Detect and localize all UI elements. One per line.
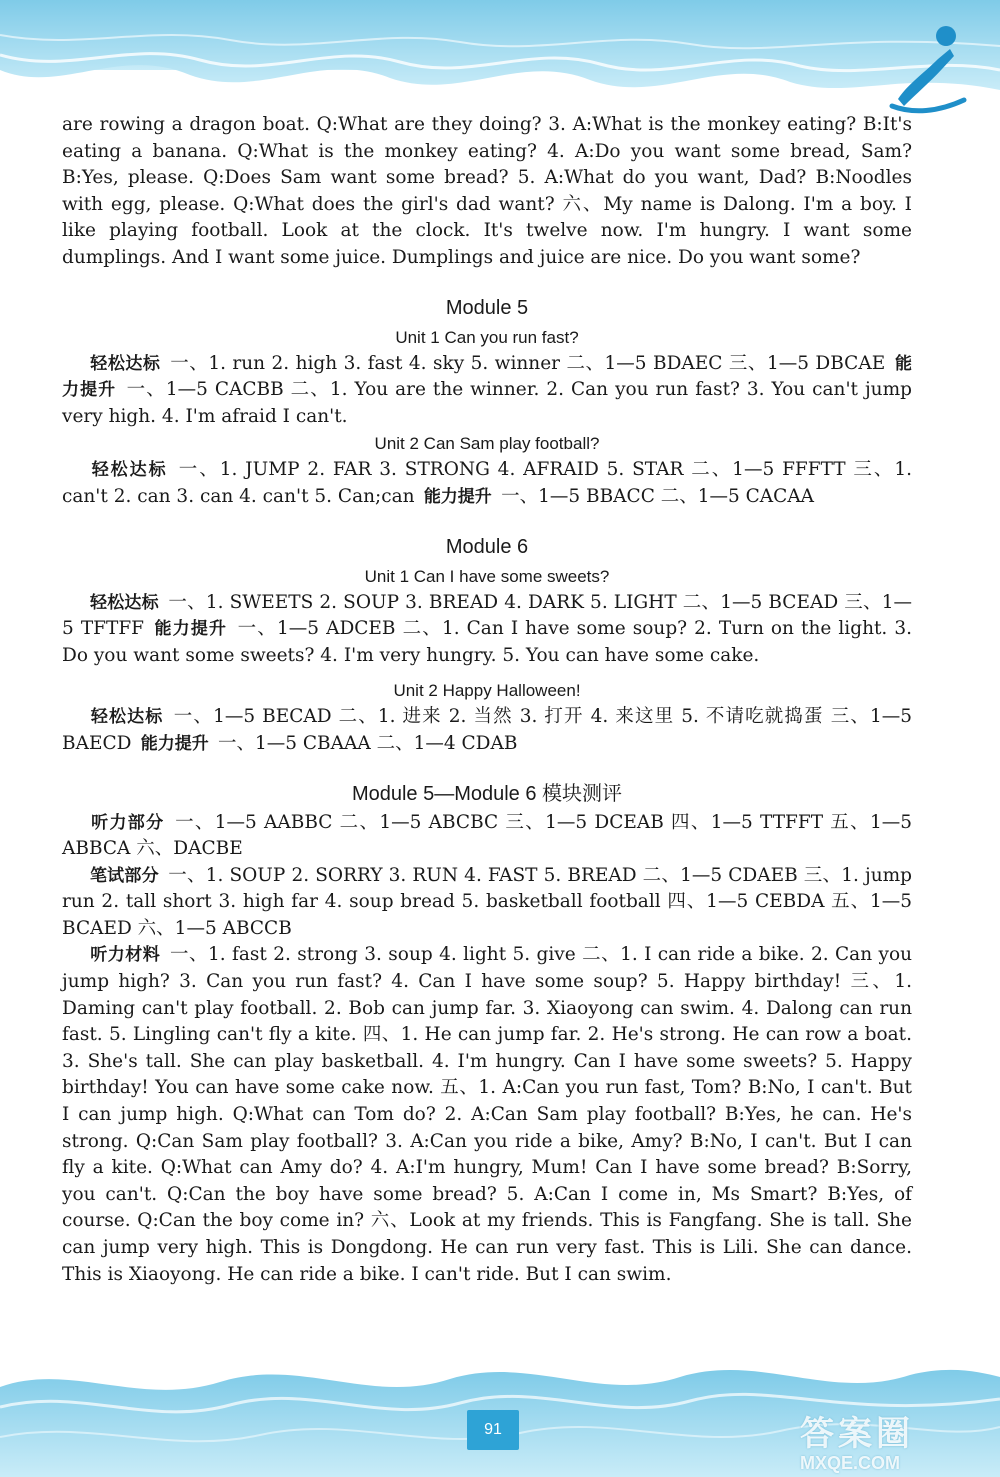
logo-icon (888, 14, 968, 114)
test-listening-script (62, 942, 912, 1288)
label-script: 听力材料 (89, 945, 161, 966)
answers-ability: 一、1—5 CBAAA 二、1—4 CDAB (217, 732, 518, 754)
module5-unit2-title: Unit 2 Can Sam play football? (374, 434, 600, 454)
label-easy: 轻松达标 (89, 353, 161, 374)
answer-content (62, 112, 912, 1288)
module-test-title: Module 5—Module 6 模块测评 (351, 782, 623, 805)
answers-easy: 一、1. run 2. high 3. fast 4. sky 5. winner 二、1—5 BDAEC 三、1—5 DBCAE (169, 352, 886, 374)
answers-ability: 一、1—5 ADCEB 二、1. Can I have some soup? 2. Turn on the light. 3. Do you want some sweets? 4. I'm very hungry. 5. You can have some cake. (62, 618, 913, 666)
test-listening-answers (62, 810, 912, 863)
label-easy: 轻松达标 (89, 707, 164, 728)
module5-title: Module 5 (445, 296, 529, 319)
module6-unit1-title: Unit 1 Can I have some sweets? (364, 566, 610, 586)
label-easy: 轻松达标 (89, 592, 159, 613)
answers-easy: 一、1. SWEETS 2. SOUP 3. BREAD 4. DARK 5. LIGHT 二、1—5 BCEAD 三、1—5 TFTFF (62, 591, 912, 640)
answers-ability: 一、1—5 CACBB 二、1. You are the winner. 2. Can you run fast? 3. You can't jump very high. 4. I'm afraid I can't. (62, 379, 912, 427)
watermark-url: MXQE.COM (800, 1453, 901, 1473)
label-ability: 能力提升 (423, 486, 492, 507)
module5-unit1-title: Unit 1 Can you run fast? (395, 327, 579, 347)
module6-unit2-answers (62, 704, 912, 757)
answers-easy: 一、1—5 BECAD 二、1. 进来 2. 当然 3. 打开 4. 来这里 5. 不请吃就捣蛋 三、1—5 BAECD (62, 706, 913, 754)
label-written: 笔试部分 (89, 865, 159, 886)
module6-unit1-answers (62, 590, 912, 670)
watermark-cn: 答案圈 (800, 1415, 914, 1453)
answers-ability: 一、1—5 BBACC 二、1—5 CACAA (501, 485, 815, 507)
answers-easy: 一、1. JUMP 2. FAR 3. STRONG 4. AFRAID 5. STAR 二、1—5 FFFTT 三、1. can't 2. can 3. can 4. can't 5. Can;can (62, 459, 913, 507)
label-listening: 听力部分 (89, 812, 165, 833)
answers-listening: 一、1—5 AABBC 二、1—5 ABCBC 三、1—5 DCEAB 四、1—5 TTFFT 五、1—5 ABBCA 六、DACBE (62, 811, 912, 860)
module6-unit2-title: Unit 2 Happy Halloween! (393, 681, 581, 701)
top-wave-banner (0, 0, 1000, 120)
module5-unit1-answers (62, 351, 912, 431)
test-written-answers (62, 863, 912, 943)
answers-written: 一、1. SOUP 2. SORRY 3. RUN 4. FAST 5. BREAD 二、1—5 CDAEB 三、1. jump run 2. tall short 3. high far 4. soup bread 5. basketball football 四、1—5 CEBDA 五、1—5 BCAED 六、1—5 ABCCB (62, 864, 912, 939)
page-number: 91 (467, 1410, 519, 1450)
label-ability: 能力提升 (62, 353, 912, 401)
module6-title: Module 6 (445, 535, 529, 558)
label-ability: 能力提升 (153, 619, 228, 640)
listening-script-text: 一、1. fast 2. strong 3. soup 4. light 5. give 二、1. I can ride a bike. 2. Can you jump high? 3. Can you run fast? 4. Can I have some soup? 5. Happy birthday! 三、1. Daming can't play football. 2. Bob can jump far. 3. Xiaoyong can swim. 4. Dalong can run fast. 5. Lingling can't fly a kite. 四、1. He can jump far. 2. He's strong. He can row a boat. 3. She's tall. She can play basketball. 4. I'm hungry. Can I have some sweets? 5. Happy birthday! You can have some cake now. 五、1. A:Can you run fast, Tom? B:No, I can't. But I can jump high. Q:What can Tom do? 2. A:Can Sam play football? B:Yes, he can. He's strong. Q:Can Sam play football? 3. A:Can you ride a bike, Amy? B:No, I can't. But I can fly a kite. Q:What can Amy do? 4. A:I'm hungry, Mum! Can I have some bread? B:Sorry, you can't. Q:Can the boy have some bread? 5. A:Can I come in, Ms Smart? B:Yes, of course. Q:Can the boy come in? 六、Look at my friends. This is Fangfang. She is tall. She can jump very high. This is Dongdong. He can run very fast. This is Lili. She can dance. This is Xiaoyong. He can ride a bike. I can't ride. But I can swim. (62, 944, 912, 1285)
module5-unit2-answers (62, 457, 912, 510)
label-ability: 能力提升 (140, 733, 209, 754)
label-easy: 轻松达标 (89, 460, 168, 481)
watermark (800, 1415, 990, 1475)
intro-paragraph: are rowing a dragon boat. Q:What are they doing? 3. A:What is the monkey eating? B:It's eating a banana. Q:What is the monkey eating? 4. A:Do you want some bread, Sam? B:Yes, please. Q:Does Sam want some bread? 5. A:What do you want, Dad? B:Noodles with egg, please. Q:What does the girl's dad want? 六、My name is Dalong. I'm a boy. I like playing football. Look at the clock. It's twelve now. I'm hungry. I want some dumplings. And I want some juice. Dumplings and juice are nice. Do you want some? (62, 114, 912, 268)
